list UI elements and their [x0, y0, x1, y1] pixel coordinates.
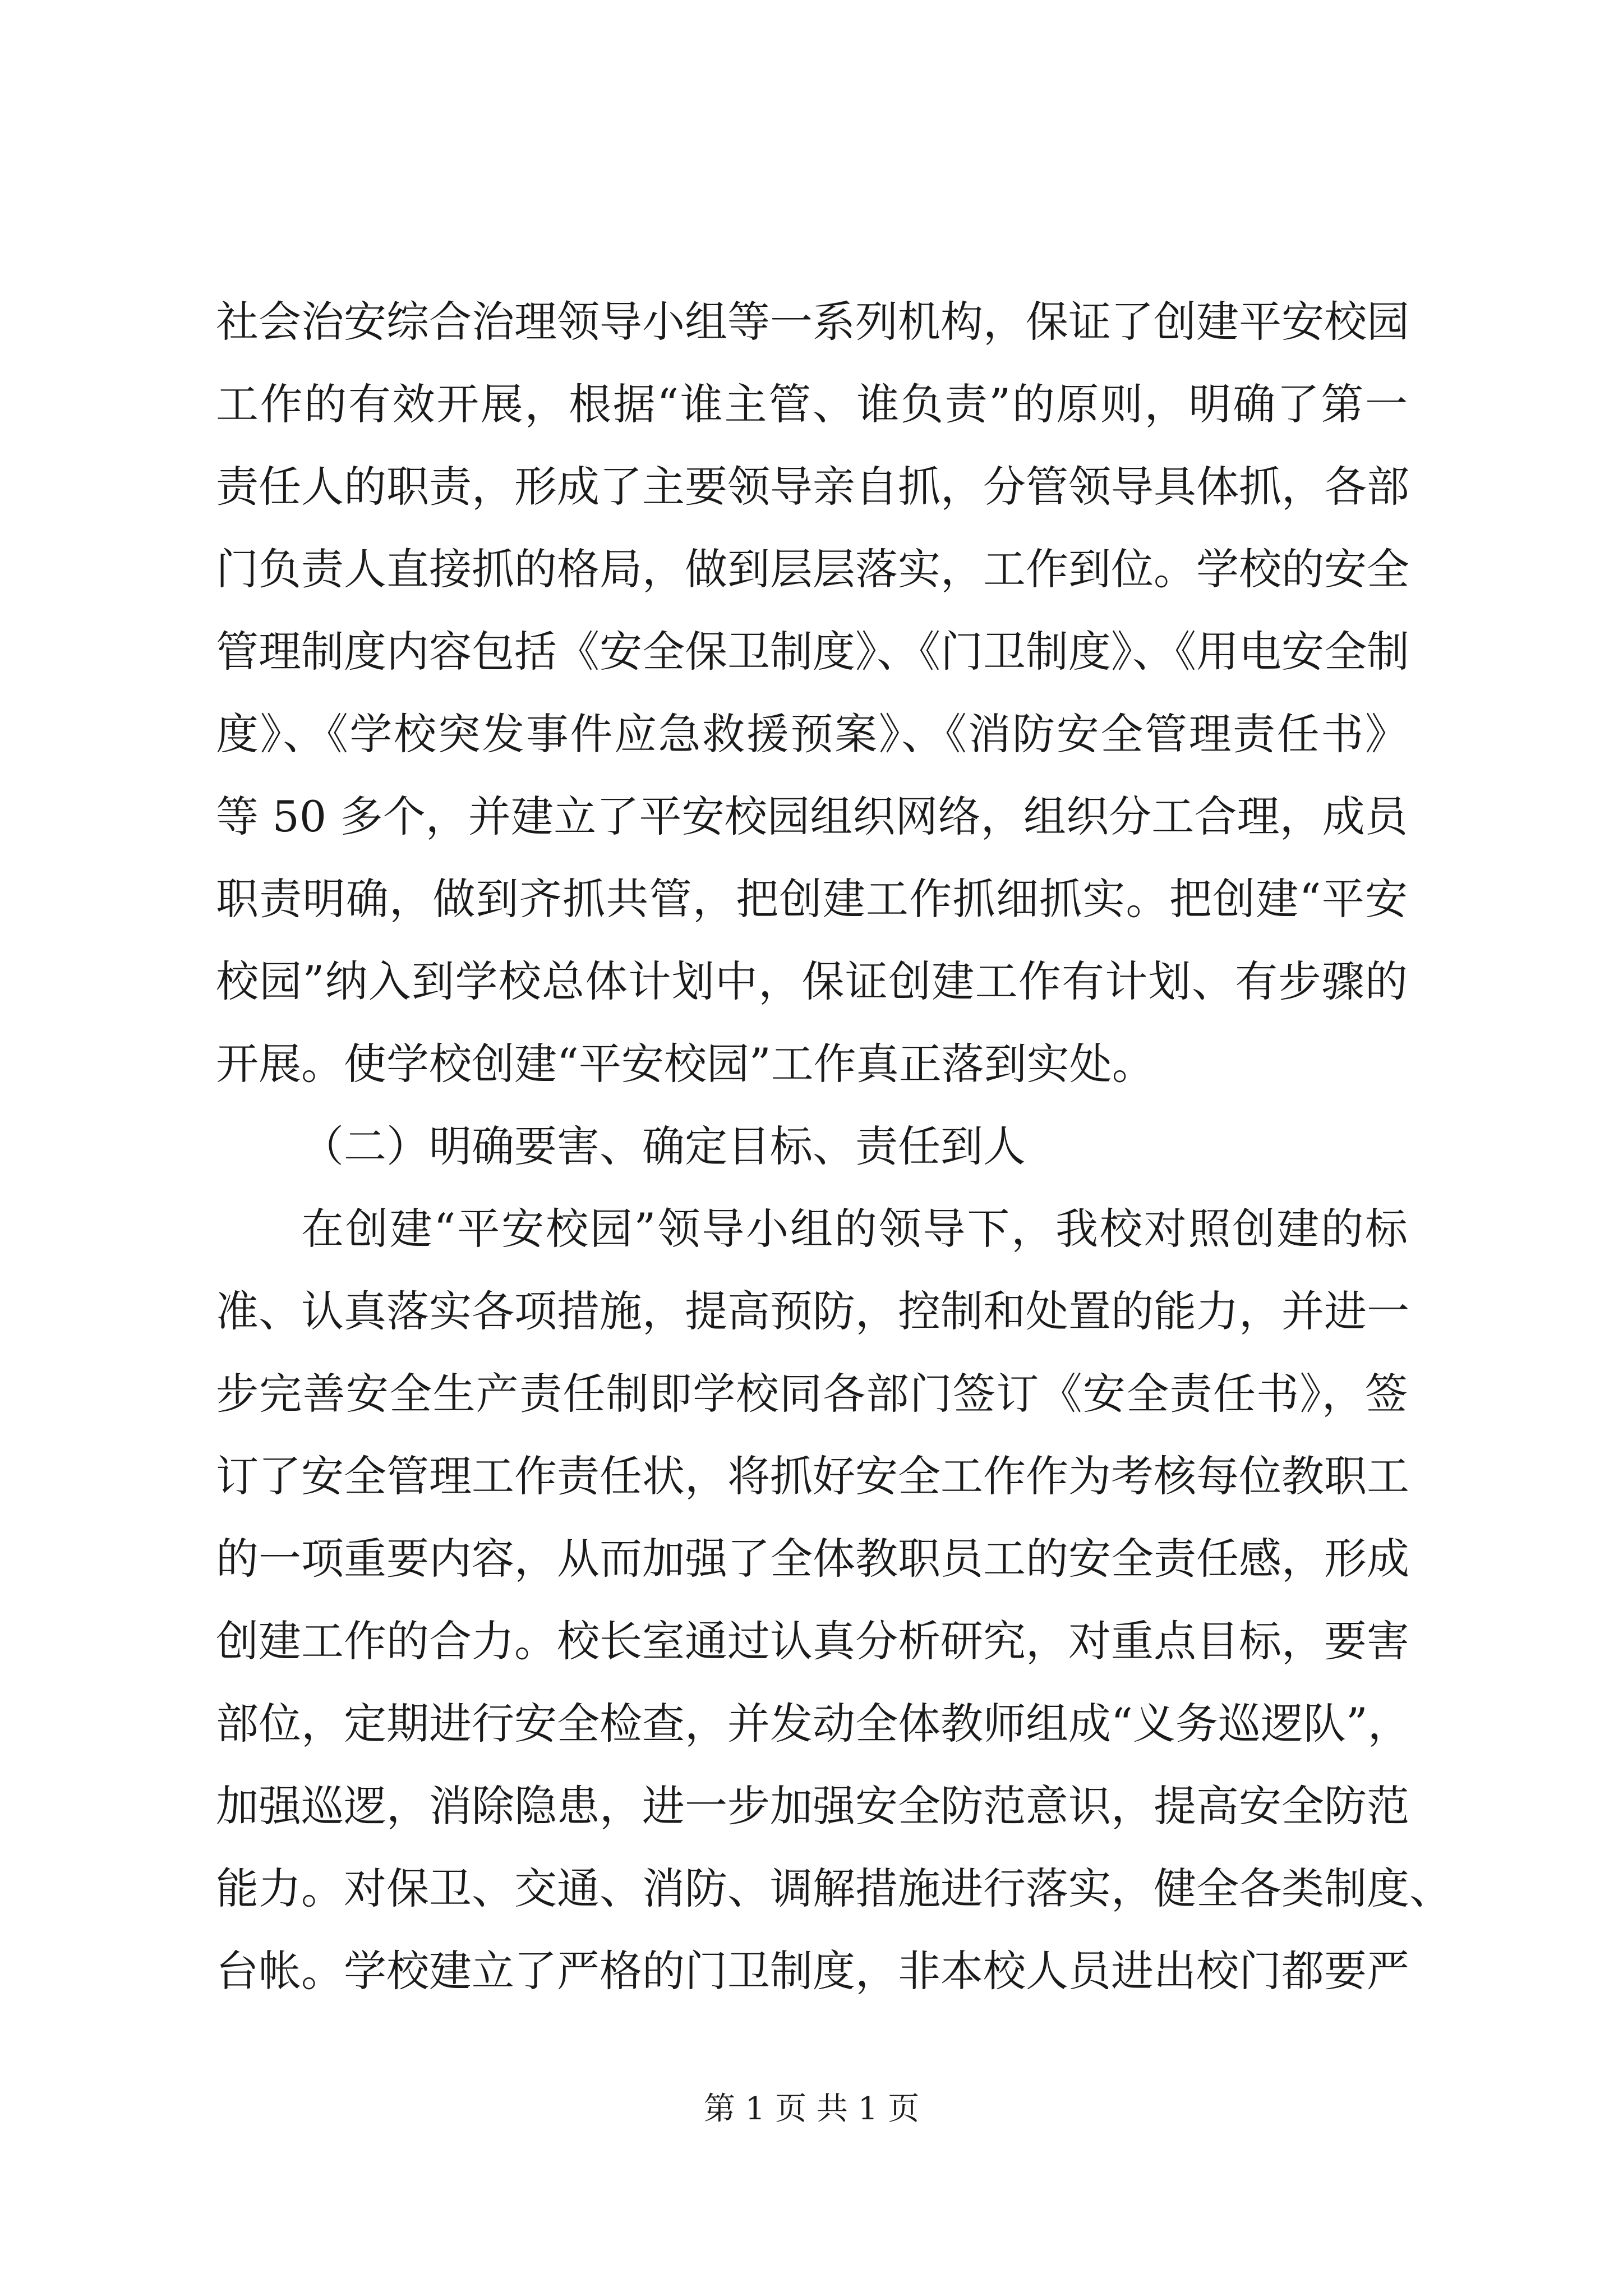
text-line: 订了安全管理工作责任状，将抓好安全工作作为考核每位教职工	[216, 1451, 1409, 1501]
text-line: 责任人的职责，形成了主要领导亲自抓，分管领导具体抓，各部	[216, 462, 1409, 512]
text-line: 等 50 多个，并建立了平安校园组织网络，组织分工合理，成员	[216, 792, 1408, 841]
page-number-footer: 第 1 页 共 1 页	[703, 2091, 920, 2127]
text-line: 在创建“平安校园”领导小组的领导下，我校对照创建的标	[301, 1204, 1408, 1254]
text-line: 社会治安综合治理领导小组等一系列机构，保证了创建平安校园	[216, 297, 1409, 347]
text-line: 部位，定期进行安全检查，并发动全体教师组成“义务巡逻队”，	[216, 1699, 1410, 1749]
text-line: 工作的有效开展，根据“谁主管、谁负责”的原则，明确了第一	[216, 379, 1408, 429]
text-line: 加强巡逻，消除隐患，进一步加强安全防范意识，提高安全防范	[216, 1781, 1409, 1831]
text-line: 校园”纳入到学校总体计划中，保证创建工作有计划、有步骤的	[216, 956, 1408, 1006]
text-line: 台帐。学校建立了严格的门卫制度，非本校人员进出校门都要严	[216, 1946, 1409, 1996]
text-line: 管理制度内容包括《安全保卫制度》、《门卫制度》、《用电安全制	[216, 627, 1409, 677]
text-line: 门负责人直接抓的格局，做到层层落实，工作到位。学校的安全	[216, 544, 1409, 594]
text-line: 步完善安全生产责任制即学校同各部门签订《安全责任书》，签	[216, 1369, 1408, 1419]
section-heading: （二）明确要害、确定目标、责任到人	[301, 1121, 1026, 1171]
text-line: 职责明确，做到齐抓共管，把创建工作抓细抓实。把创建“平安	[216, 874, 1408, 924]
text-line: 开展。使学校创建“平安校园”工作真正落到实处。	[216, 1039, 1155, 1089]
text-line: 创建工作的合力。校长室通过认真分析研究，对重点目标，要害	[216, 1616, 1409, 1666]
body-text	[216, 280, 1452, 2012]
text-line: 的一项重要内容，从而加强了全体教职员工的安全责任感，形成	[216, 1534, 1409, 1584]
text-line: 准、认真落实各项措施，提高预防，控制和处置的能力，并进一	[216, 1286, 1409, 1336]
text-line: 能力。对保卫、交通、消防、调解措施进行落实，健全各类制度、	[216, 1864, 1452, 1913]
text-line: 度》、《学校突发事件应急救援预案》、《消防安全管理责任书》	[216, 709, 1408, 759]
